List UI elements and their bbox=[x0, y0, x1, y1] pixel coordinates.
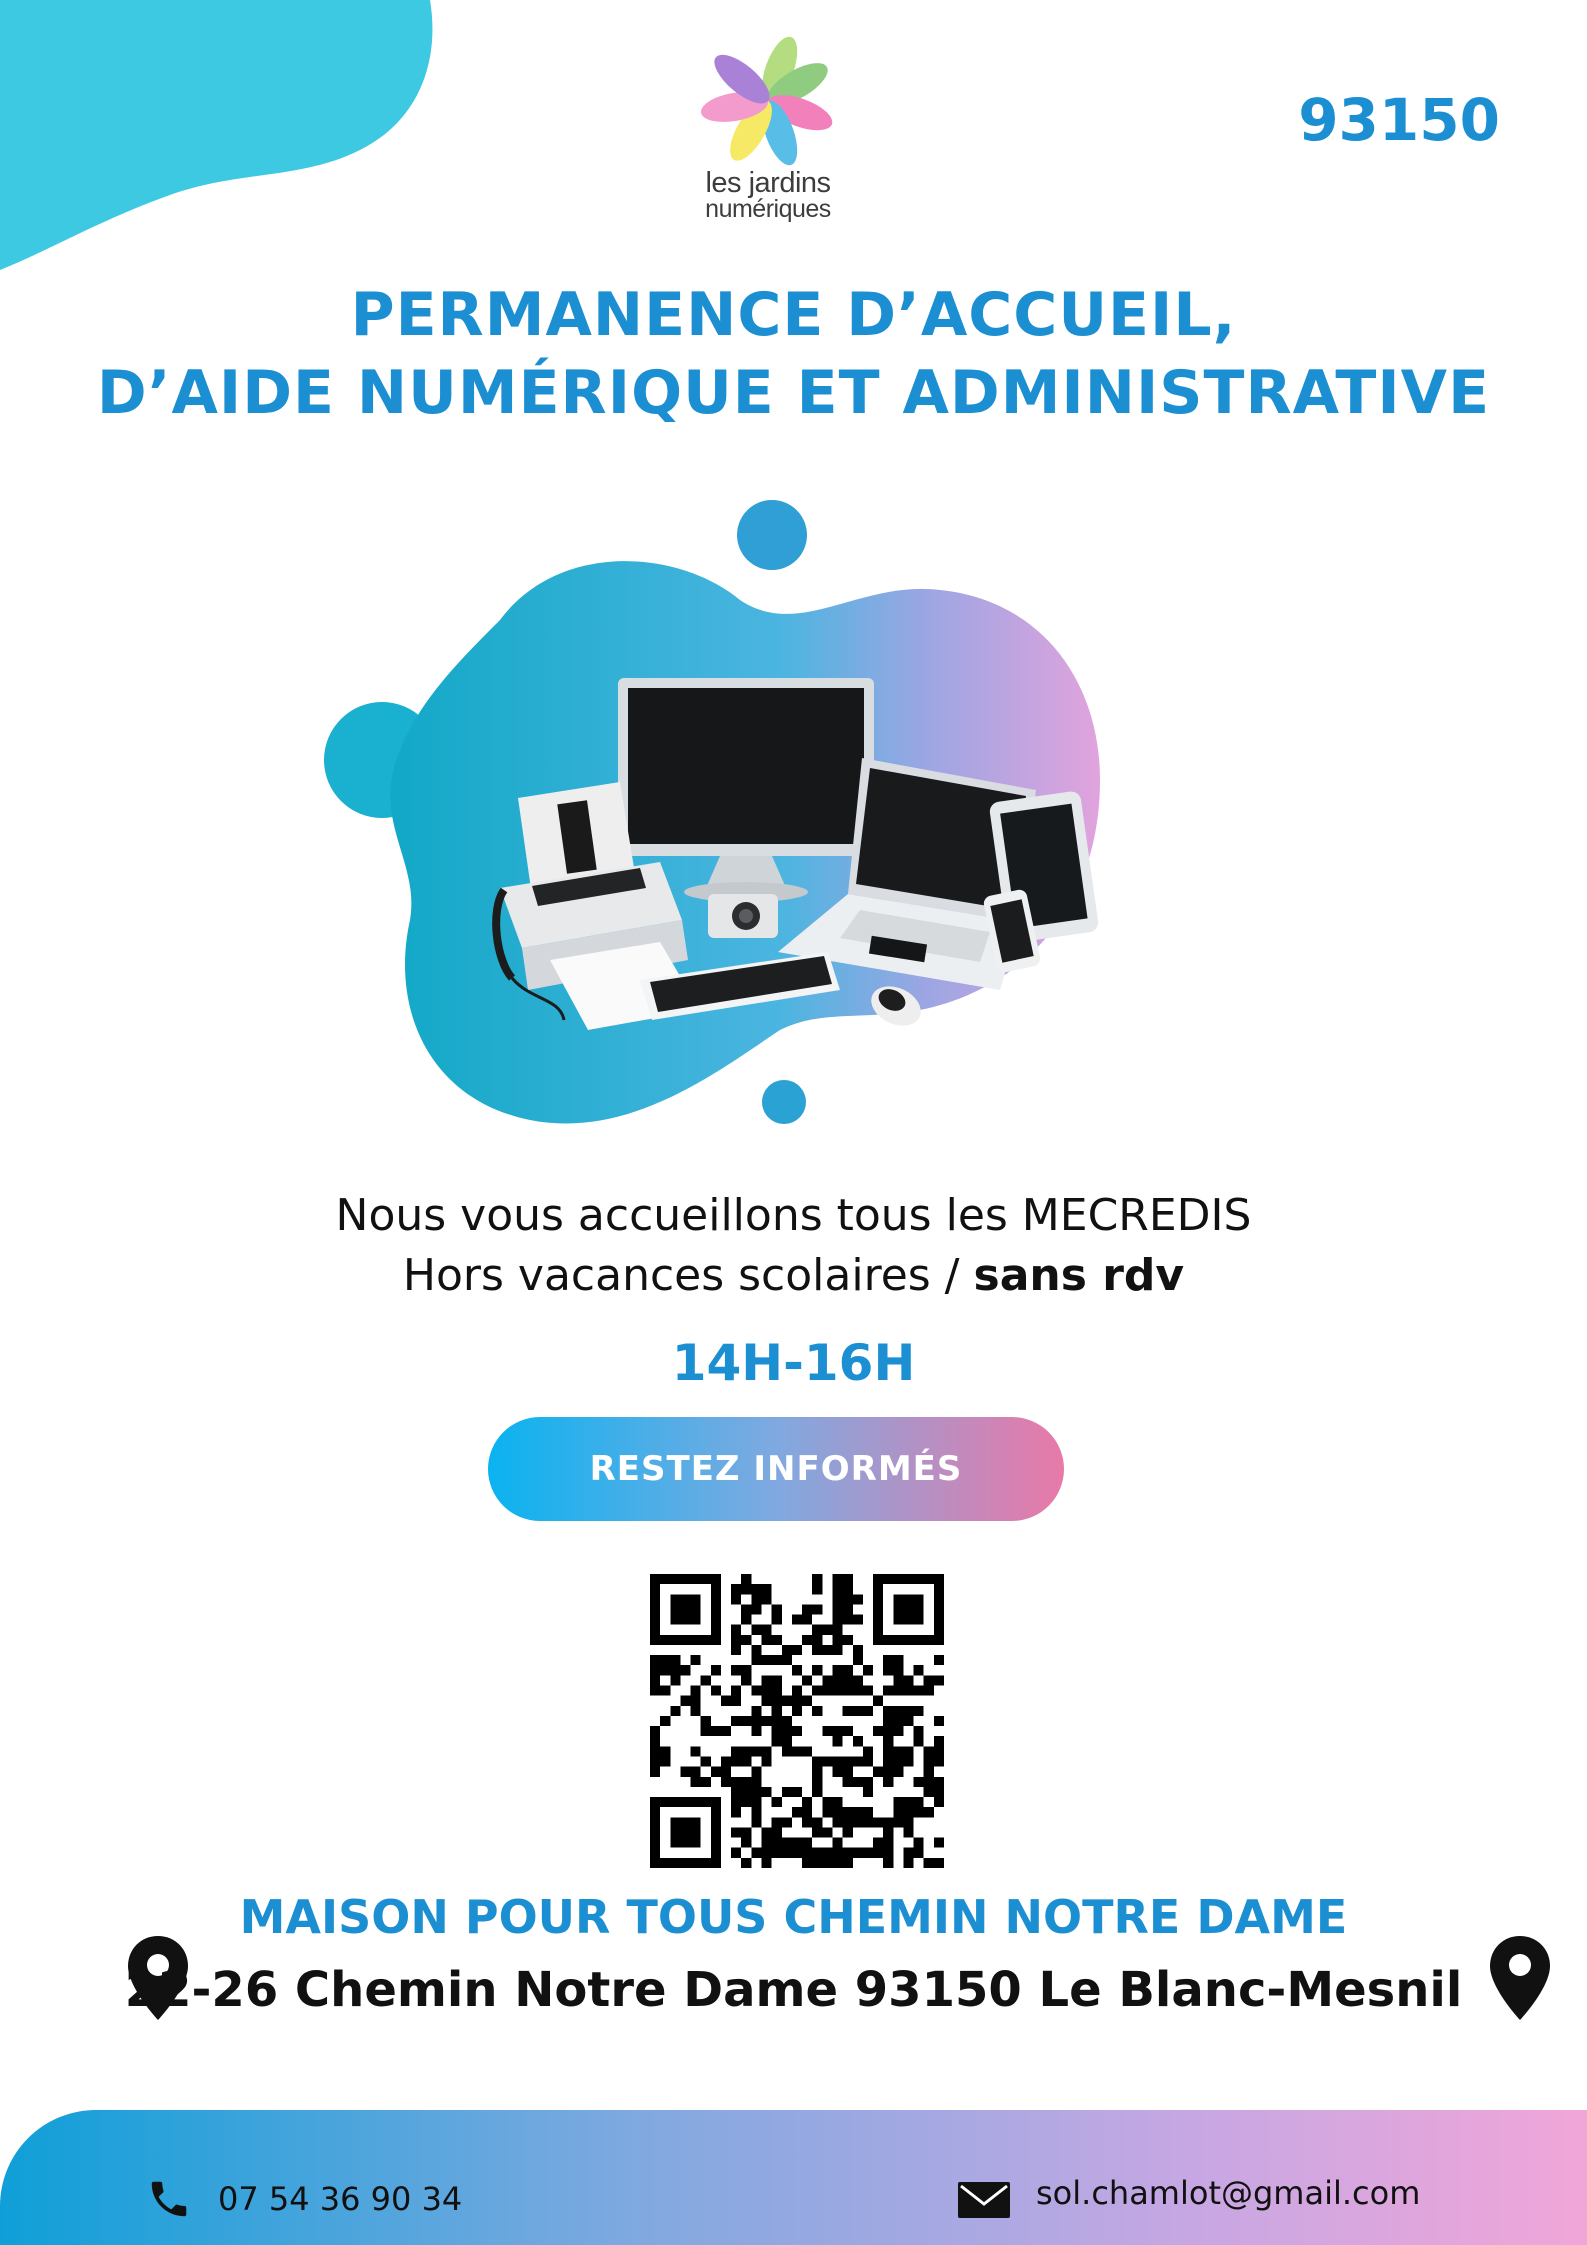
deco-circle-bottom bbox=[762, 1080, 806, 1124]
phone-icon bbox=[146, 2176, 192, 2222]
venue-name: MAISON POUR TOUS CHEMIN NOTRE DAME bbox=[239, 1890, 1348, 1944]
stay-informed-label: RESTEZ INFORMÉS bbox=[589, 1449, 963, 1489]
deco-circle-top bbox=[737, 500, 807, 570]
qr-code-icon[interactable] bbox=[650, 1574, 944, 1868]
stay-informed-button[interactable] bbox=[488, 1417, 1064, 1521]
location-pin-icon bbox=[1488, 1934, 1552, 2022]
organization-logo bbox=[688, 36, 848, 236]
camera-icon bbox=[708, 894, 778, 938]
schedule-text-line1: Nous vous accueillons tous les MECREDIS bbox=[335, 1190, 1252, 1241]
mail-icon bbox=[958, 2182, 1010, 2218]
corner-decor-blob bbox=[0, 0, 440, 290]
logo-text-line1: les jardins bbox=[705, 167, 831, 199]
venue-address: 22-26 Chemin Notre Dame 93150 Le Blanc-Mesnil bbox=[124, 1962, 1463, 2018]
flower-logo-icon bbox=[688, 36, 848, 166]
headline-line2: D’AIDE NUMÉRIQUE ET ADMINISTRATIVE bbox=[96, 358, 1491, 428]
postcode-label: 93150 bbox=[1298, 86, 1500, 154]
headline-line1: PERMANENCE D’ACCUEIL, bbox=[350, 280, 1237, 350]
schedule-note: Hors vacances scolaires / bbox=[402, 1250, 974, 1301]
opening-hours: 14H-16H bbox=[671, 1334, 916, 1392]
phone-number[interactable]: 07 54 36 90 34 bbox=[218, 2180, 463, 2218]
no-appointment-label: sans rdv bbox=[973, 1250, 1185, 1301]
email-address[interactable]: sol.chamlot@gmail.com bbox=[1036, 2174, 1421, 2212]
schedule-text-line2 bbox=[0, 1250, 1587, 1301]
logo-text-line2: numériques bbox=[705, 195, 831, 223]
office-devices-illustration bbox=[300, 490, 1200, 1150]
